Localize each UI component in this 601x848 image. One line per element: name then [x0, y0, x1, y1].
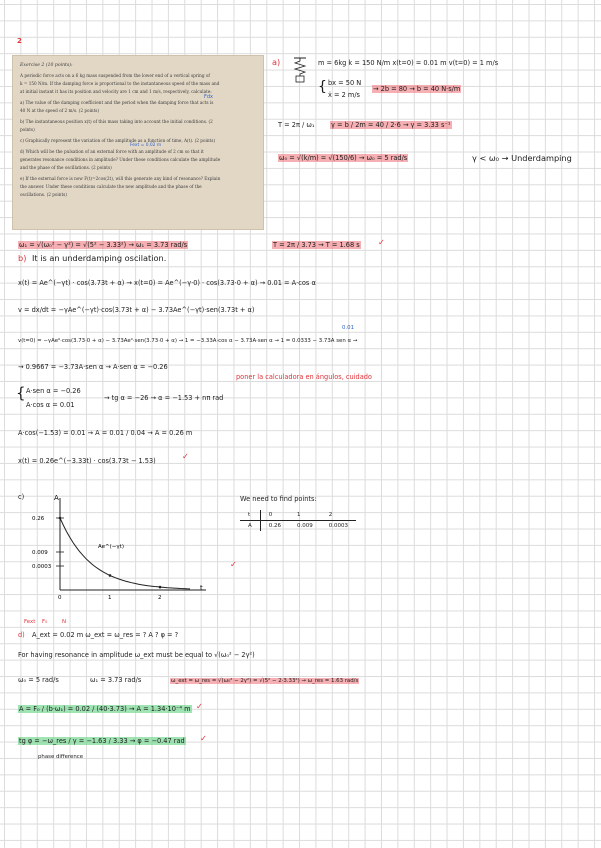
exercise-line: a) The value of the damping coefficient and the period when the damping force that acts is: [20, 100, 214, 105]
table-cell: t: [240, 510, 260, 521]
table-cell: 0.0003: [328, 523, 349, 529]
exercise-excerpt: [12, 55, 264, 230]
page-number: 2: [17, 37, 22, 45]
system-eq-1: bx = 50 N: [328, 79, 362, 87]
check-mark-icon: ✓: [182, 451, 189, 461]
calculator-note: poner la calculadora en ángulos, cuidado: [236, 373, 372, 381]
exercise-line: oscillations. (2 points): [20, 192, 67, 197]
system-sen: A·sen α = −0.26: [26, 387, 81, 395]
small-label: F₀: [42, 619, 48, 625]
part-d-unknowns: A_ext = 0.02 m ω_ext = ω_res = ? A ? φ = ?: [32, 631, 179, 639]
small-label: Fext: [24, 619, 36, 625]
system-result: → 2b = 80 → b = 40 N·s/m: [373, 85, 461, 93]
data-point: [59, 517, 62, 520]
system-eq-2: ẋ = 2 m/s: [328, 91, 360, 99]
annotation-001: 0.01: [342, 325, 355, 331]
x-axis-label: t: [200, 584, 203, 592]
exercise-line: and the phase of the oscillations. (2 points): [20, 165, 112, 170]
exercise-line: b) The instantaneous position x(t) of this mass taking into account the initial conditions. (2: [20, 119, 213, 124]
omega-res-eq: ω_ext = ω_res = √(ω₀² − 2γ²) = √(5² − 2·3.33²) → ω_res = 1.63 rad/s: [171, 678, 359, 684]
check-mark-icon: ✓: [378, 237, 385, 247]
exercise-line: d) Which will be the pulsation of an external force with an amplitude of 2 cm so that it: [20, 149, 204, 154]
check-mark-icon: ✓: [196, 701, 203, 711]
table-cell: 0: [260, 510, 289, 521]
position-eq: x(t) = Ae^(−γt) · cos(3.73t + α) → x(t=0) = Ae^(−γ·0) · cos(3.73·0 + α) → 0.01 = A·cos α: [18, 279, 316, 287]
exercise-line: generates resonance conditions in amplitude? Under these conditions calculate the amplitude: [20, 157, 221, 162]
omega1-given: ω₁ = 3.73 rad/s: [90, 676, 142, 684]
part-a-givens: m = 6kg k = 150 N/m x(t=0) = 0.01 m v(t=0) = 1 m/s: [318, 59, 499, 67]
exercise-line: points): [20, 127, 35, 132]
omega1-value: ω₁ = √(ω₀² − γ²) = √(5² − 3.33²) → ω₁ = 3.73 rad/s: [19, 241, 188, 249]
omega0-given: ω₀ = 5 rad/s: [18, 676, 59, 684]
table-cell: 0.26: [268, 523, 282, 529]
table-cell: A: [240, 521, 260, 532]
decay-curve: [60, 518, 190, 589]
exercise-line: k = 150 N/m. If the damping force is proportional to the instantaneous speed of the mass and: [20, 81, 220, 86]
annotation-fext: Fext = 0.02 m: [130, 143, 162, 148]
curve-label: Ae^(−γt): [98, 544, 124, 550]
part-a-label: a): [272, 57, 281, 67]
part-d-label: d): [18, 631, 25, 639]
damping-type: γ < ω₀ → Underdamping: [472, 153, 572, 163]
velocity-eq: v = dx/dt = −γAe^(−γt)·cos(3.73t + α) − 3.73Ae^(−γt)·sen(3.73t + α): [18, 306, 255, 314]
check-mark-icon: ✓: [230, 559, 237, 569]
data-point: [109, 574, 112, 577]
y-tick-label: 0.0003: [32, 564, 52, 570]
small-label: N: [62, 619, 67, 625]
y-tick-label: 0.26: [32, 516, 45, 522]
exercise-line: A periodic force acts on a 6 kg mass suspended from the lower end of a vertical spring of: [20, 73, 210, 78]
velocity-initial-eq: v(t=0) = −γAe⁰·cos(3.73·0 + α) − 3.73Ae⁰·sen(3.73·0 + α) → 1 = −3.33A·cos α − 3.73A·sen α → 1 = 0.0333 − 3.73A sen α →: [18, 338, 358, 344]
table-cell: 1: [289, 510, 321, 521]
brace: {: [16, 384, 26, 402]
part-c-label: c): [18, 493, 25, 501]
system-cos: A·cos α = 0.01: [26, 401, 75, 409]
phase-note: phase difference: [38, 754, 84, 760]
points-table: [240, 510, 356, 531]
amplitude-chart: [30, 494, 210, 604]
omega0-value: ω₀ = √(k/m) = √(150/6) → ω₀ = 5 rad/s: [279, 154, 408, 162]
exercise-line: c) Graphically represent the variation of the amplitude as a function of time, A(t). (2 points): [20, 138, 215, 143]
exercise-title: Exercise 2 (10 points):: [20, 63, 73, 68]
alpha-result: → tg α = −26 → α = −1.53 + nπ rad: [104, 394, 224, 402]
y-tick-label: 0.009: [32, 550, 48, 556]
sen-alpha-eq: → 0.9667 = −3.73A·sen α → A·sen α = −0.26: [18, 363, 168, 371]
data-point: [159, 586, 162, 589]
y-axis-label: A: [54, 494, 59, 502]
exercise-line: 40 N at the speed of 2 m/s. (2 points): [20, 108, 100, 113]
x-tick-label: 2: [158, 595, 162, 601]
amplitude-result: A = F₀ / (b·ω₁) = 0.02 / (40·3.73) → A = 1.34·10⁻⁴ m: [19, 705, 191, 713]
table-title: We need to find points:: [240, 495, 317, 503]
gamma-value: γ = b / 2m = 40 / 2·6 → γ = 3.33 s⁻¹: [331, 121, 451, 129]
brace: {: [318, 79, 327, 95]
period-formula: T = 2π / ω₁: [278, 121, 315, 129]
exercise-line: at initial instant it has its position and velocity are 1 cm and 1 m/s, respectively, calculate:: [20, 89, 212, 94]
table-cell: 2: [321, 510, 356, 521]
x-tick-label: 1: [108, 595, 112, 601]
resonance-condition: For having resonance in amplitude ω_ext must be equal to √(ω₀² − 2γ²): [18, 651, 255, 659]
table-cell: 0.009: [297, 523, 313, 529]
phase-result: tg φ = −ω_res / γ = −1.63 / 3.33 → φ = −0.47 rad: [19, 737, 185, 745]
exercise-line: e) If the external force is now F(t)=2cos(2t), will this generate any kind of resonance? Explain: [20, 176, 221, 181]
exercise-line: the answer. Under these conditions calculate the new amplitude and the phase of the: [20, 184, 202, 189]
annotation-fdx: Fdx: [204, 94, 214, 100]
part-b-label: b): [18, 253, 27, 263]
final-position-eq: x(t) = 0.26e^(−3.33t) · cos(3.73t − 1.53): [18, 457, 156, 465]
check-mark-icon: ✓: [200, 733, 207, 743]
spring-icon: [292, 56, 308, 84]
period-value: T = 2π / 3.73 → T = 1.68 s: [273, 241, 360, 249]
part-b-heading: It is an underdamping oscilation.: [32, 253, 167, 263]
amplitude-eq: A·cos(−1.53) = 0.01 → A = 0.01 / 0.04 → A = 0.26 m: [18, 429, 193, 437]
x-tick-label: 0: [58, 595, 62, 601]
